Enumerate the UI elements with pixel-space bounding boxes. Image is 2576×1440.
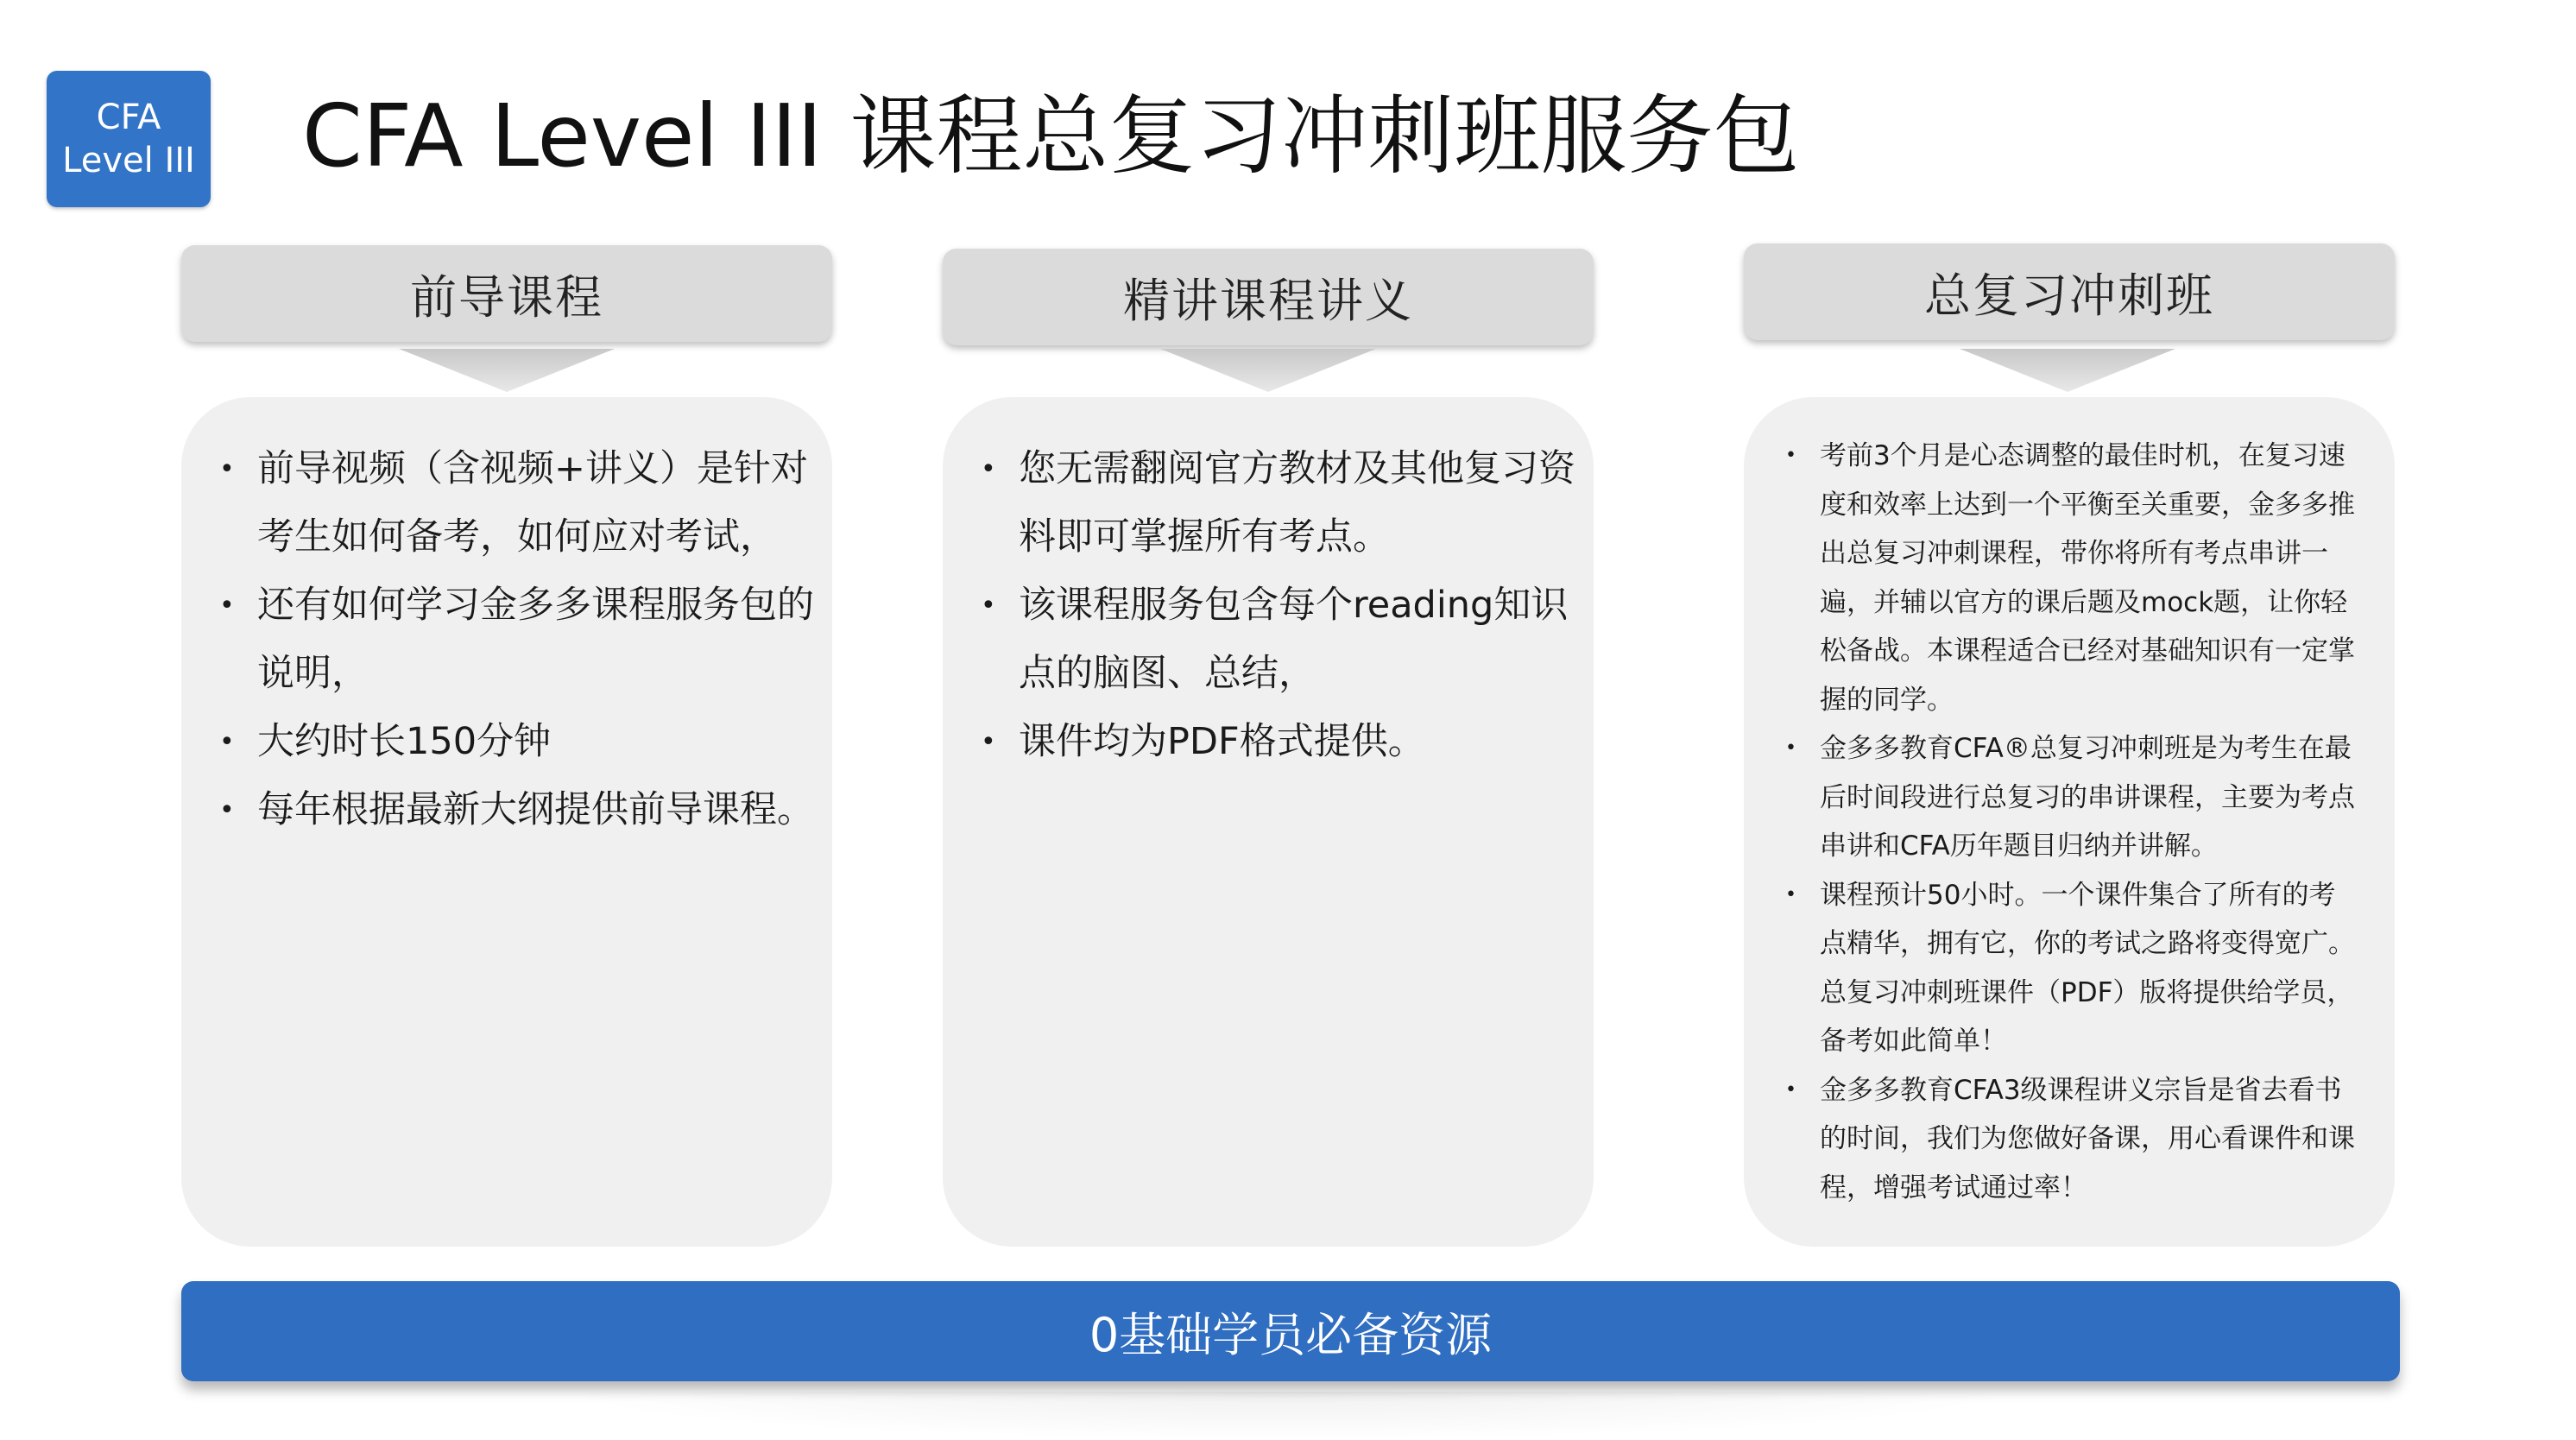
badge-line-1: CFA [96,98,161,137]
bullet-icon: • [219,591,235,621]
bullet-icon: • [219,795,235,825]
down-arrow-icon [1960,349,2175,392]
column-header-intro: 前导课程 [181,245,832,342]
list-item: • 金多多教育CFA3级课程讲义宗旨是省去看书的时间，我们为您做好备课，用心看课件和课程，增强考试通过率！ [1820,1066,2360,1213]
list-item: • 课程预计50小时。一个课件集合了所有的考点精华，拥有它，你的考试之路将变得宽广。总复习冲刺班课件（PDF）版将提供给学员，备考如此简单！ [1820,871,2360,1066]
list-item: • 您无需翻阅官方教材及其他复习资料即可掌握所有考点。 [1019,435,1578,572]
list-item: • 考前3个月是心态调整的最佳时机，在复习速度和效率上达到一个平衡至关重要，金多多推出总复习冲刺课程，带你将所有考点串讲一遍，并辅以官方的课后题及mock题，让你轻松备战。本课程适合已经对基础知识有一定掌握的同学。 [1820,432,2360,724]
list-item: • 金多多教育CFA®总复习冲刺班是为考生在最后时间段进行总复习的串讲课程，主要为考点串讲和CFA历年题目归纳并讲解。 [1820,724,2360,871]
bullet-icon: • [981,591,996,621]
bullet-icon: • [219,454,235,484]
list-item: • 课件均为PDF格式提供。 [1019,708,1578,776]
footer-banner [181,1281,2400,1381]
list-item: • 前导视频（含视频+讲义）是针对考生如何备考，如何应对考试， [257,435,817,572]
column-header-lectures: 精讲课程讲义 [943,249,1594,345]
bullet-icon: • [1785,445,1796,466]
down-arrow-icon [1160,349,1376,392]
list-item: • 还有如何学习金多多课程服务包的说明， [257,572,817,708]
column-body-review-sprint [1744,397,2395,1247]
column-header-review-sprint: 总复习冲刺班 [1744,243,2395,340]
badge-line-2: Level III [62,141,195,180]
bullet-icon: • [1785,737,1796,759]
level-badge [47,71,211,207]
footer-banner-label: 0基础学员必备资源 [1089,1307,1493,1362]
list-item: • 每年根据最新大纲提供前导课程。 [257,776,817,844]
column-body-intro [181,397,832,1247]
banner-reflection [552,1392,2020,1440]
list-item: • 该课程服务包含每个reading知识点的脑图、总结， [1019,572,1578,708]
list-item: • 大约时长150分钟 [257,708,817,776]
column-body-lectures [943,397,1594,1247]
bullet-icon: • [219,727,235,757]
bullet-icon: • [1785,1078,1796,1101]
bullet-list [981,435,1578,776]
bullet-icon: • [1785,883,1796,906]
bullet-list [219,435,817,844]
down-arrow-icon [399,349,615,392]
page-title: CFA Level III 课程总复习冲刺班服务包 [302,85,1800,186]
bullet-list [1785,432,2360,1212]
bullet-icon: • [981,454,996,484]
bullet-icon: • [981,727,996,757]
